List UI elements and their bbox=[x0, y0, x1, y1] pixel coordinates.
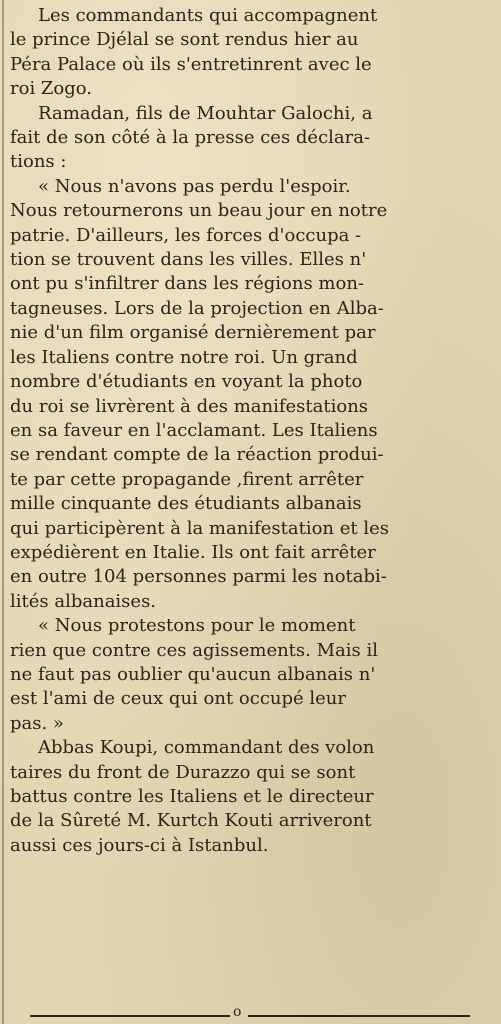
text-line: se rendant compte de la réaction produi- bbox=[10, 444, 384, 466]
text-line: le prince Djélal se sont rendus hier au bbox=[10, 29, 359, 51]
text-line: « Nous n'avons pas perdu l'espoir. bbox=[38, 175, 351, 197]
text-line: taires du front de Durazzo qui se sont bbox=[10, 761, 356, 783]
text-line: qui participèrent à la manifestation et les bbox=[10, 517, 389, 539]
text-line: tagneuses. Lors de la projection en Alba- bbox=[10, 297, 384, 319]
text-line: nombre d'étudiants en voyant la photo bbox=[10, 371, 363, 393]
text-line: « Nous protestons pour le moment bbox=[38, 615, 356, 637]
text-line: en outre 104 personnes parmi les notabi- bbox=[10, 566, 387, 588]
text-line: Les commandants qui accompagnent bbox=[38, 5, 378, 26]
article-column bbox=[10, 4, 493, 858]
text-line: te par cette propagande ,firent arrêter bbox=[10, 468, 364, 490]
paragraph-5 bbox=[10, 736, 493, 858]
separator-rule-left bbox=[30, 1015, 230, 1017]
text-line: tion se trouvent dans les villes. Elles n' bbox=[10, 249, 367, 271]
text-line: Péra Palace où ils s'entretinrent avec le bbox=[10, 53, 372, 75]
text-line: les Italiens contre notre roi. Un grand bbox=[10, 346, 358, 368]
separator-rule-right bbox=[248, 1015, 470, 1017]
text-line: roi Zogo. bbox=[10, 78, 93, 100]
paragraph-2 bbox=[10, 102, 493, 175]
text-line: du roi se livrèrent à des manifestations bbox=[10, 395, 369, 417]
text-line: en sa faveur en l'acclamant. Les Italiens bbox=[10, 419, 378, 441]
separator-mark: o bbox=[233, 1004, 242, 1020]
text-line: mille cinquante des étudiants albanais bbox=[10, 493, 362, 515]
text-line: battus contre les Italiens et le directeur bbox=[10, 786, 374, 807]
text-line: aussi ces jours-ci à Istanbul. bbox=[10, 834, 269, 856]
text-line: pas. » bbox=[10, 712, 64, 734]
text-line: nie d'un film organisé dernièrement par bbox=[10, 322, 376, 344]
text-line: patrie. D'ailleurs, les forces d'occupa - bbox=[10, 224, 362, 246]
article-separator bbox=[30, 1004, 470, 1022]
paragraph-4 bbox=[10, 614, 493, 736]
text-line: de la Sûreté M. Kurtch Kouti arriveront bbox=[10, 810, 372, 832]
text-line: expédièrent en Italie. Ils ont fait arrêter bbox=[10, 541, 376, 563]
column-rule bbox=[2, 0, 4, 1024]
text-line: lités albanaises. bbox=[10, 590, 157, 612]
text-line: est l'ami de ceux qui ont occupé leur bbox=[10, 688, 346, 710]
text-line: tions : bbox=[10, 151, 67, 173]
text-line: Nous retournerons un beau jour en notre bbox=[10, 200, 388, 222]
text-line: Abbas Koupi, commandant des volon bbox=[38, 737, 375, 759]
text-line: Ramadan, fils de Mouhtar Galochi, a bbox=[38, 102, 373, 124]
text-line: ont pu s'infiltrer dans les régions mon- bbox=[10, 273, 365, 295]
text-line: fait de son côté à la presse ces déclara- bbox=[10, 127, 371, 149]
paragraph-1 bbox=[10, 4, 493, 102]
text-line: rien que contre ces agissements. Mais il bbox=[10, 639, 378, 661]
paragraph-3 bbox=[10, 175, 493, 614]
text-line: ne faut pas oublier qu'aucun albanais n' bbox=[10, 663, 376, 685]
